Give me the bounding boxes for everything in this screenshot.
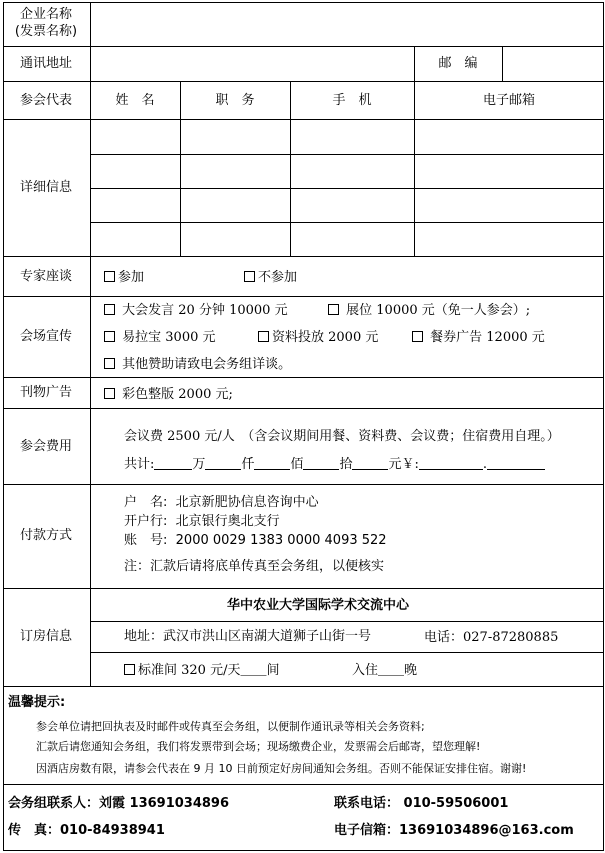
payee-value: 北京新肥协信息咨询中心 [175,495,319,510]
checkbox-icon [104,388,115,399]
fee-text: 会议费 2500 元/人 （含会议期间用餐、资料费、会议费；住宿费用自理。） [124,429,560,444]
amount-blank[interactable] [303,457,339,470]
promo-item[interactable]: 展位 10000 元（免一人参会）; [328,304,530,317]
rule [3,686,604,687]
note-line: 参会单位请把回执表及时邮件或传真至会务组，以便制作通讯录等相关会务资料; [36,720,425,733]
rule [3,484,604,485]
expert-label: 专家座谈 [19,269,73,284]
rule [90,652,604,653]
print-ad-item[interactable]: 彩色整版 2000 元; [104,388,233,401]
note-line: 汇款后请您通知会务组，我们将发票带到会场；现场缴费企业，发票需会后邮寄，望您理解! [36,740,481,753]
payment-label: 付款方式 [19,528,73,543]
rule [90,2,91,686]
checkin-nights: 入住＿＿晚 [352,663,418,678]
rule [502,46,503,81]
promo-item[interactable]: 餐券广告 12000 元 [412,331,545,344]
amount-blank[interactable] [254,457,290,470]
hotel-phone: 电话：027-87280885 [424,630,559,645]
col-title: 职 务 [215,93,255,108]
contact-email: 电子信箱：13691034896@163.com [334,823,574,838]
amount-blank[interactable] [352,457,388,470]
contact-person: 会务组联系人：刘霞 13691034896 [8,796,230,811]
payee-row: 户 名: 北京新肥协信息咨询中心 [124,495,319,510]
rule [603,2,604,851]
promo-item[interactable]: 资料投放 2000 元 [258,331,378,344]
promo-label: 会场宣传 [19,329,73,344]
note-line: 因酒店房数有限，请参会代表在 9 月 10 日前预定好房间通知会务组。否则不能保证安排住宿。谢谢! [36,762,527,775]
rule [3,46,604,47]
hotel-name: 华中农业大学国际学术交流中心 [226,598,410,613]
checkbox-icon [244,271,255,282]
account-row: 账 号: 2000 0029 1383 0000 4093 522 [124,533,387,548]
contact-phone: 联系电话： 010-59506001 [334,796,509,811]
bank-value: 北京银行奥北支行 [175,514,280,529]
fee-label: 参会费用 [19,439,73,454]
rule [90,621,604,622]
account-value: 2000 0029 1383 0000 4093 522 [175,533,387,548]
rep-label: 参会代表 [19,93,73,108]
company-label-sub: (发票名称) [14,24,78,39]
rule [3,784,604,785]
detail-label: 详细信息 [19,180,73,195]
rule [90,222,604,223]
address-label: 通讯地址 [19,56,73,71]
amount-blank[interactable] [419,457,483,470]
rule [3,408,604,409]
checkbox-icon [124,664,135,675]
bank-row: 开户行: 北京银行奥北支行 [124,514,280,529]
checkbox-icon [104,331,115,342]
checkbox-icon [258,331,269,342]
fee-total: 共计: 万 仟 佰 拾 元￥: . [124,457,545,471]
checkbox-icon [104,358,115,369]
company-label: 企业名称 [19,7,73,22]
rule [3,296,604,297]
booking-label: 订房信息 [19,629,73,644]
rule [3,119,604,120]
expert-option-decline[interactable]: 不参加 [244,271,297,284]
hotel-address: 地址：武汉市洪山区南湖大道狮子山街一号 [124,629,372,644]
rule [3,2,604,3]
col-email: 电子邮箱 [482,93,536,108]
rule [414,46,415,256]
promo-item[interactable]: 易拉宝 3000 元 [104,331,216,344]
rule [3,850,604,851]
rule [3,2,4,851]
promo-item[interactable]: 大会发言 20 分钟 10000 元 [104,304,288,317]
rule [3,588,604,589]
amount-blank[interactable] [205,457,241,470]
checkbox-icon [412,331,423,342]
checkbox-icon [104,304,115,315]
contact-fax: 传 真：010-84938941 [8,823,165,838]
expert-option-attend[interactable]: 参加 [104,271,144,284]
print-ad-label: 刊物广告 [19,385,73,400]
amount-blank[interactable] [154,457,192,470]
notes-title: 温馨提示: [8,695,66,710]
col-name: 姓 名 [115,93,155,108]
rule [3,377,604,378]
amount-blank[interactable] [487,457,545,470]
checkbox-icon [104,271,115,282]
checkbox-icon [328,304,339,315]
rule [290,81,291,256]
room-option[interactable]: 标准间 320 元/天＿＿间 [124,664,279,677]
col-phone: 手 机 [332,93,372,108]
rule [3,81,604,82]
promo-item[interactable]: 其他赞助请致电会务组详谈。 [104,358,291,371]
rule [3,256,604,257]
rule [180,81,181,256]
payment-note: 注：汇款后请将底单传真至会务组，以便核实 [124,559,385,574]
rule [90,154,604,155]
rule [90,188,604,189]
postcode-label: 邮 编 [438,56,478,71]
